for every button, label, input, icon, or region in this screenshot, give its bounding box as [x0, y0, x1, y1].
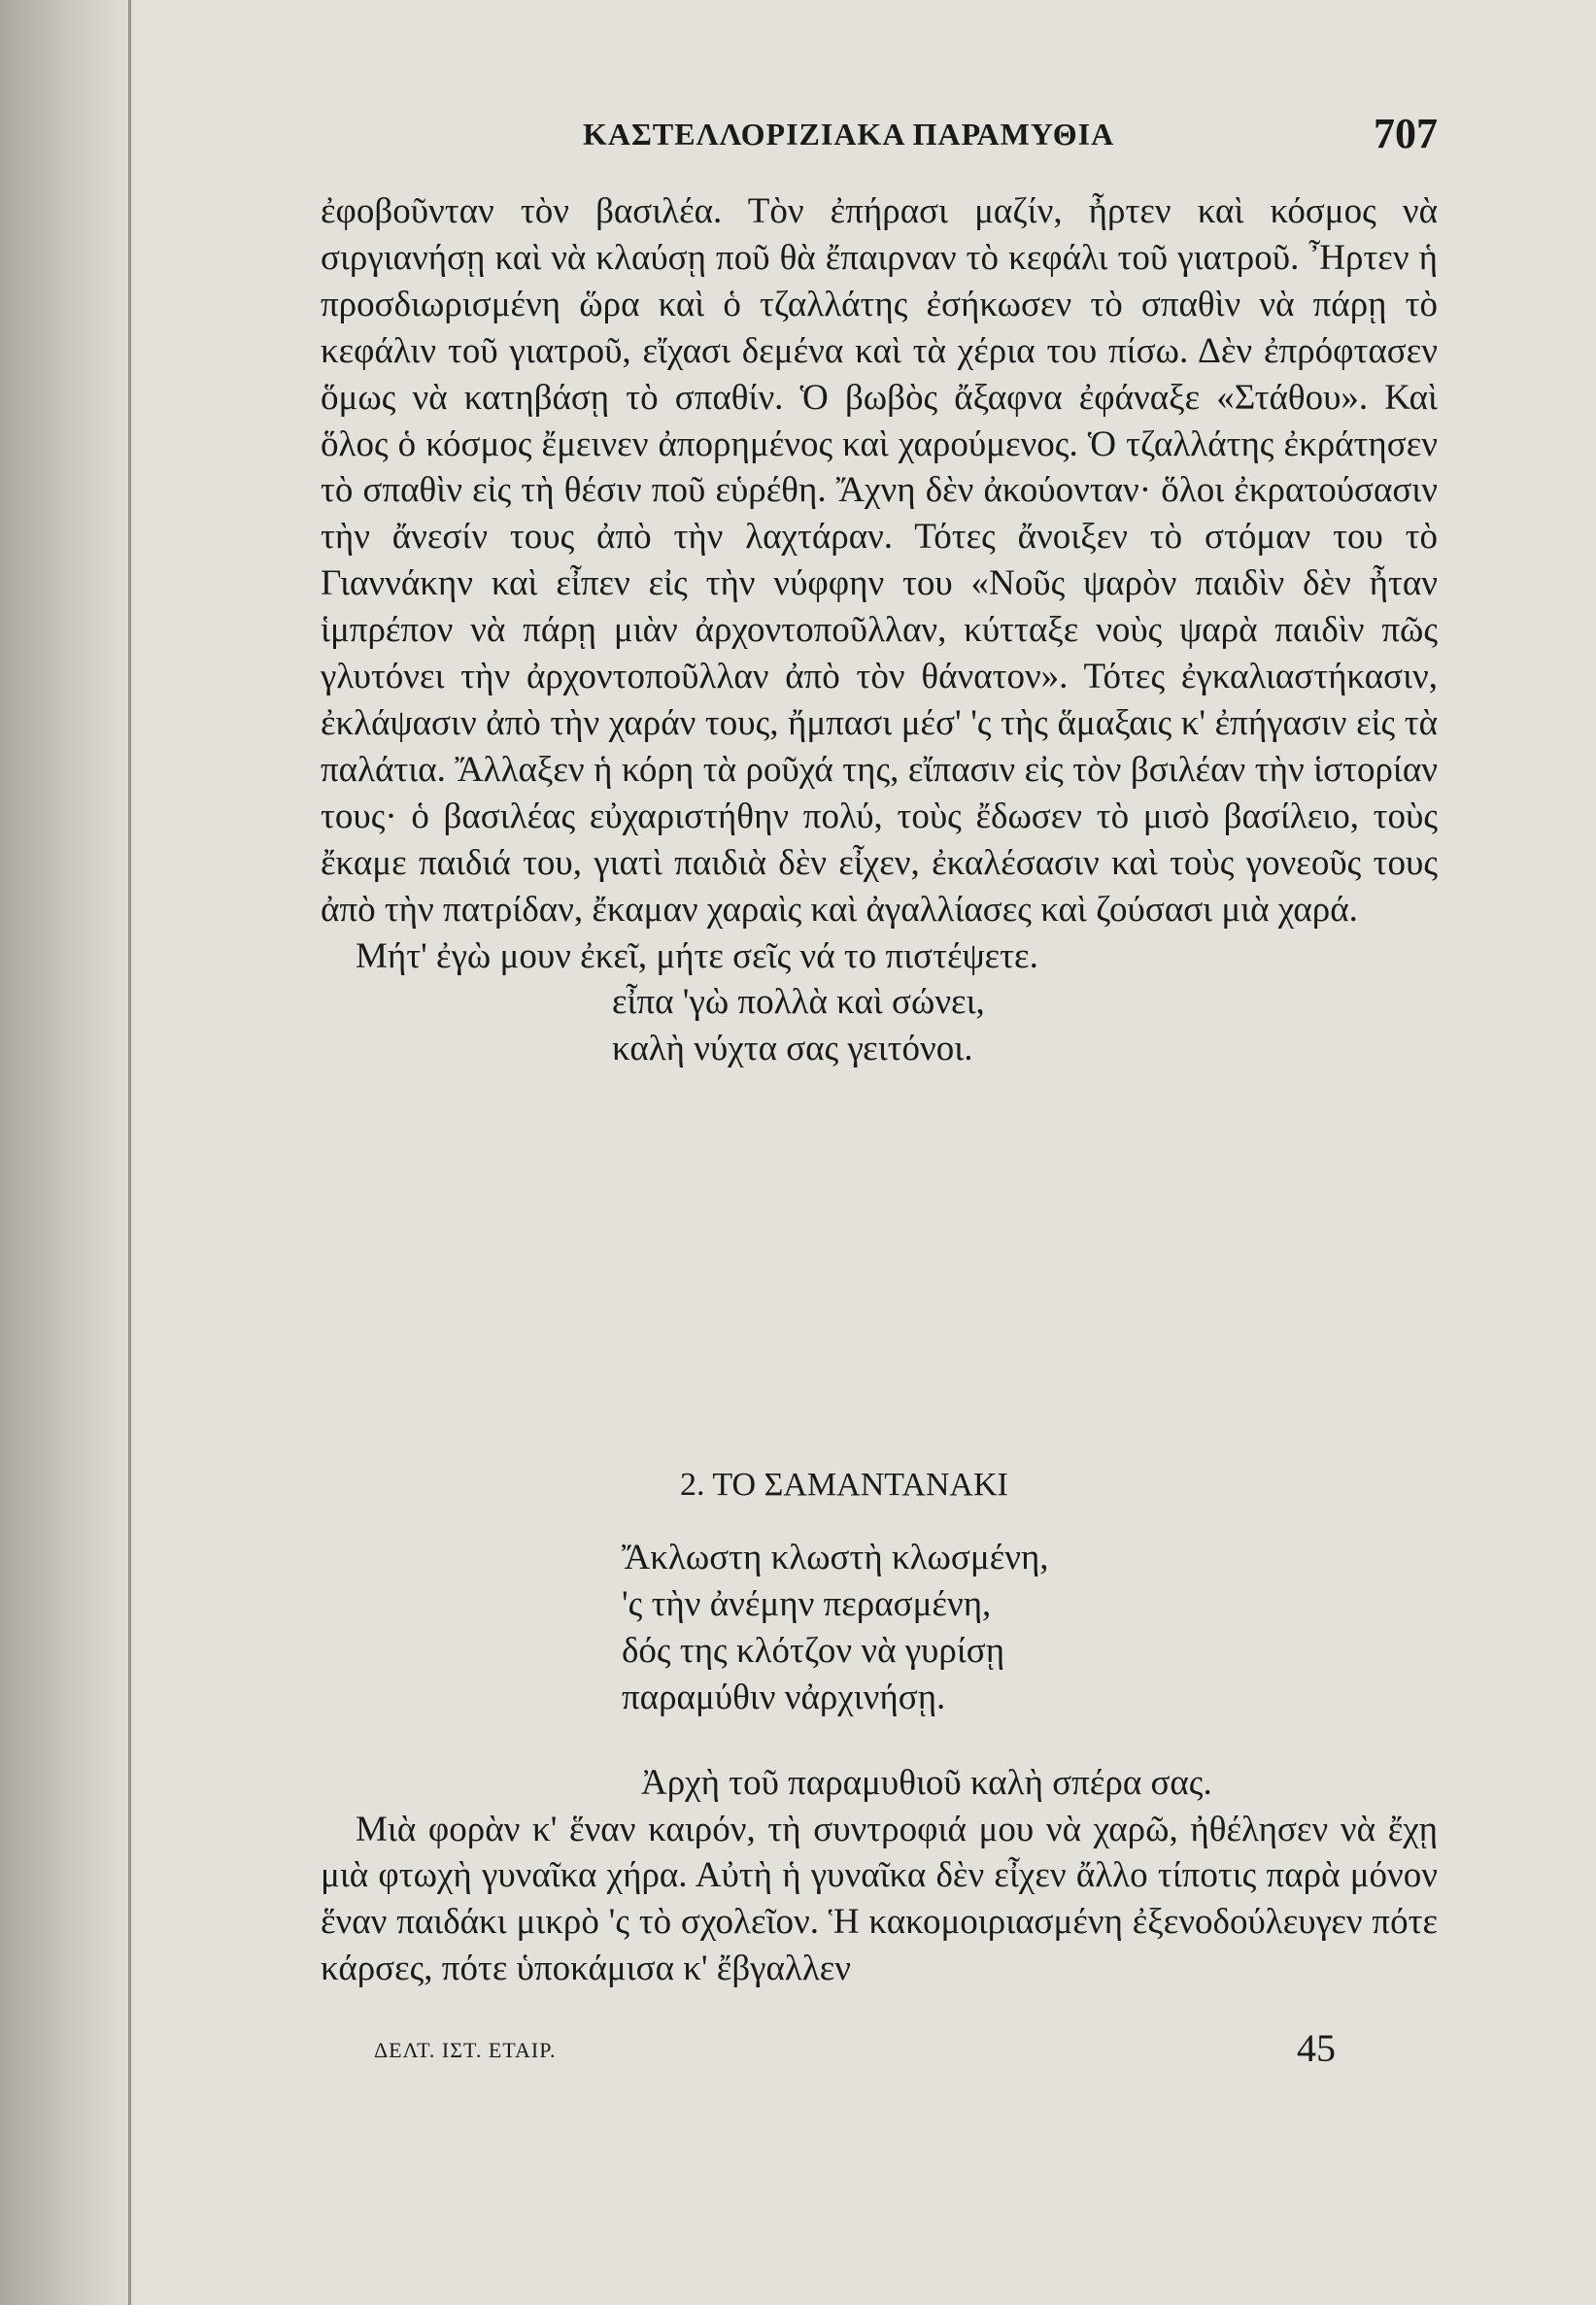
section-body — [321, 1535, 1438, 1992]
story-paragraph: Μιὰ φορὰν κ' ἕναν καιρόν, τὴ συντροφιά μου νὰ χαρῶ, ἠθέλησεν νὰ ἔχῃ μιὰ φτωχὴ γυναῖκα χήρα. Αὐτὴ ἡ γυναῖκα δὲν εἶχεν ἄλλο τίποτις παρὰ μόνον ἕναν παιδάκι μικρὸ 'ς τὸ σχολεῖον. Ἡ κακομοιριασμένη ἐξενοδούλευγεν πότε κάρσες, πότε ὑποκάμισα κ' ἔβγαλλεν — [321, 1809, 1438, 1989]
poem-line: παραμύθιν νἀρχινήσῃ. — [622, 1677, 946, 1717]
footer-signature: ΔΕΛΤ. ΙΣΤ. ΕΤΑΙΡ. — [374, 2038, 557, 2062]
closing-formula: Μήτ' ἐγὼ μουν ἐκεῖ, μήτε σεῖς νά το πιστέψετε. — [356, 935, 1038, 976]
poem-line: δός της κλότζον νὰ γυρίσῃ — [622, 1630, 1005, 1671]
poem-line: Ἄκλωστη κλωστὴ κλωσμένη, — [622, 1538, 1049, 1577]
body-text — [321, 188, 1438, 1072]
paragraph-continued: ἐφοβοῦνταν τὸν βασιλέα. Τὸν ἐπήρασι μαζίν, ἦρτεν καὶ κόσμος νὰ σιργιανήσῃ καὶ νὰ κλαύσῃ ποῦ θὰ ἔπαιρναν τὸ κεφάλι τοῦ γιατροῦ. Ἦρτεν ἡ προσδιωρισμένη ὥρα καὶ ὁ τζαλλάτης ἐσήκωσεν τὸ σπαθὶν νὰ πάρῃ τὸ κεφάλιν τοῦ γιατροῦ, εἴχασι δεμένα καὶ τὰ χέρια του πίσω. Δὲν ἐπρόφτασεν ὅμως νὰ κατηβάσῃ τὸ σπαθίν. Ὁ βωβὸς ἄξαφνα ἐφάναξε «Στάθου». Καὶ ὅλος ὁ κόσμος ἔμεινεν ἀπορημένος καὶ χαρούμενος. Ὁ τζαλλάτης ἐκράτησεν τὸ σπαθὶν εἰς τὴ θέσιν ποῦ εὑρέθη. Ἄχνη δὲν ἀκούονταν· ὅλοι ἐκρατούσασιν τὴν ἄνεσίν τους ἀπὸ τὴν λαχτάραν. Τότες ἄνοιξεν τὸ στόμαν του τὸ Γιαννάκην καὶ εἶπεν εἰς τὴν νύφφην του «Νοῦς ψαρὸν παιδὶν δὲν ἦταν ἱμπρέπον νὰ πάρῃ μιὰν ἀρχοντοποῦλλαν, κύτταξε νοὺς ψαρὰ παιδὶν πῶς γλυτόνει τὴν ἀρχοντοποῦλλαν ἀπὸ τὸν θάνατον». Τότες ἐγκαλιαστήκασιν, ἐκλάψασιν ἀπὸ τὴν χαράν τους, ἤμπασι μέσ' 'ς τὴς ἅμαξαις κ' ἐπήγασιν εἰς τὰ παλάτια. Ἄλλαξεν ἡ κόρη τὰ ροῦχά της, εἴπασιν εἰς τὸν βσιλέαν τὴν ἱστορίαν τους· ὁ βασιλέας εὐχαριστήθην πολύ, τοὺς ἔδωσεν τὸ μισὸ βασίλειο, τοὺς ἔκαμε παιδιά του, γιατὶ παιδιὰ δὲν εἶχεν, ἐκαλέσασιν καὶ τοὺς γονεοῦς τους ἀπὸ τὴν πατρίδαν, ἔκαμαν χαραὶς καὶ ἀγαλλίασες καὶ ζούσασι μιὰ χαρά. — [321, 191, 1438, 930]
page-number: 707 — [1374, 110, 1438, 157]
refrain-line: Ἀρχὴ τοῦ παραμυθιοῦ καλὴ σπέρα σας. — [641, 1762, 1212, 1803]
book-page — [321, 107, 1438, 2070]
poem-line: 'ς τὴν ἀνέμην περασμένη, — [622, 1583, 992, 1624]
closing-verse-1: εἶπα 'γὼ πολλὰ καὶ σώνει, — [612, 982, 985, 1023]
section-title: 2. ΤΟ ΣΑΜΑΝΤΑΝΑΚΙ — [680, 1467, 1008, 1503]
scan-binding-shadow — [0, 0, 146, 2305]
page-edge-line — [128, 0, 131, 2305]
running-head — [321, 107, 1438, 165]
running-title: ΚΑΣΤΕΛΛΟΡΙΖΙΑΚΑ ΠΑΡΑΜΥΘΙΑ — [583, 117, 1115, 152]
closing-verse-2: καλὴ νύχτα σας γειτόνοι. — [612, 1029, 973, 1069]
signature-number: 45 — [1297, 2026, 1336, 2070]
